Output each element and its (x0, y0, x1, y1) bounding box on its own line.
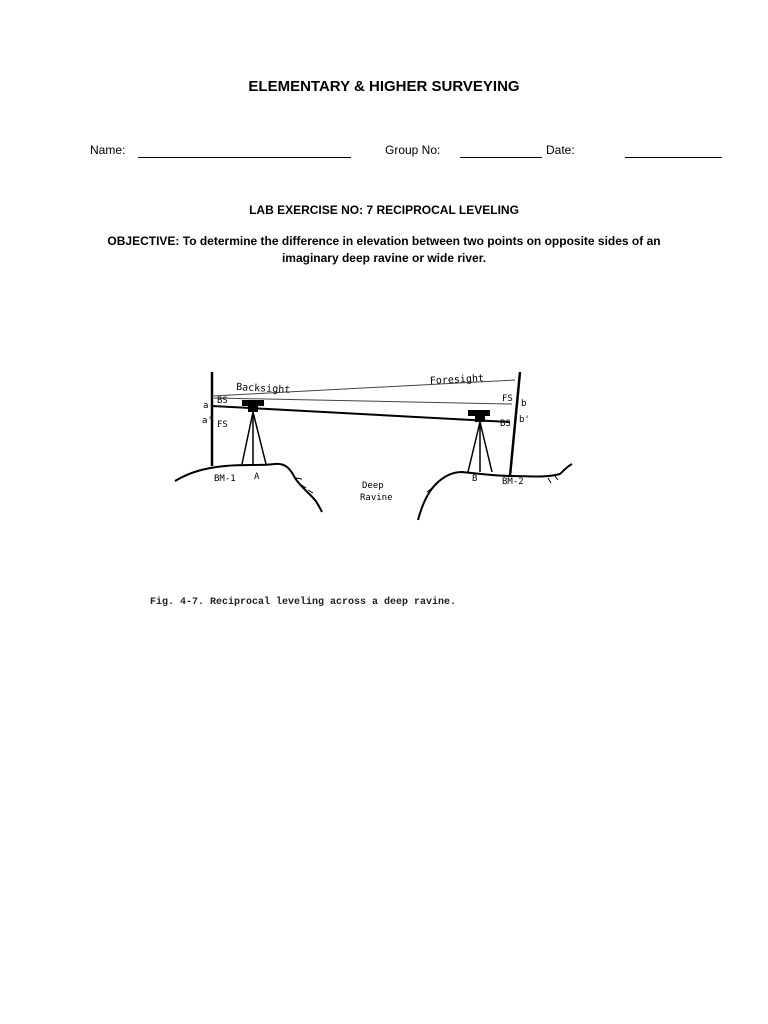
right-bs-label: BS (500, 419, 511, 429)
exercise-heading: LAB EXERCISE NO: 7 RECIPROCAL LEVELING (249, 203, 519, 217)
right-ground-profile (418, 464, 572, 520)
left-ground-profile (175, 464, 322, 512)
bm1-label: BM-1 (214, 474, 236, 484)
figure-drawing (150, 360, 580, 530)
point-b-small-label: b (521, 399, 527, 409)
tripod-b-leg (480, 422, 492, 472)
tripod-a-leg (253, 412, 266, 464)
date-field-line[interactable] (625, 157, 722, 158)
reciprocal-leveling-figure (150, 360, 580, 535)
tripod-a-leg (242, 412, 253, 464)
left-bs-label: BS (217, 396, 228, 406)
station-b-label: B (472, 474, 478, 484)
document-title: ELEMENTARY & HIGHER SURVEYING (248, 78, 520, 95)
instrument-b-telescope (468, 410, 490, 416)
date-label: Date: (546, 143, 575, 157)
name-label: Name: (90, 143, 126, 157)
ravine-label: Ravine (360, 493, 393, 503)
name-field-line[interactable] (138, 157, 351, 158)
instrument-b-head (475, 416, 485, 422)
left-ground-hatching (296, 478, 313, 493)
station-a-label: A (254, 472, 260, 482)
group-number-label: Group No: (385, 143, 441, 157)
backsight-label: Backsight (235, 382, 291, 396)
instrument-a-head (248, 406, 258, 412)
figure-caption: Fig. 4-7. Reciprocal leveling across a deep ravine. (150, 597, 457, 608)
left-fs-label: FS (217, 420, 228, 430)
objective-text: OBJECTIVE: To determine the difference in elevation between two points on opposite sides of an imaginary deep ravine or wide river. (107, 234, 661, 265)
point-b-prime-label: b' (519, 415, 530, 425)
group-number-field-line[interactable] (460, 157, 542, 158)
bm2-label: BM-2 (502, 477, 524, 487)
deep-label: Deep (362, 481, 384, 491)
instrument-a-telescope (242, 400, 264, 406)
right-ground-hatching (427, 476, 558, 492)
point-a-small-label: a (203, 401, 209, 411)
foresight-label: Foresight (429, 373, 485, 387)
point-a-prime-label: a' (202, 416, 213, 426)
right-fs-label: FS (502, 394, 513, 404)
tripod-b-leg (468, 422, 480, 472)
